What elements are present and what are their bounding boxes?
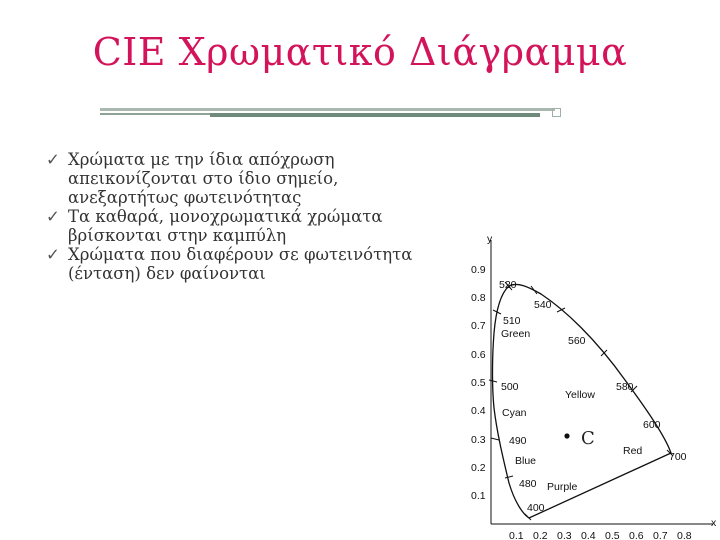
x-tick-label: 0.7 — [653, 530, 668, 540]
wavelength-label: 520 — [499, 279, 517, 291]
bullet-text-line: απεικονίζονται στο ίδιο σημείο, — [68, 169, 339, 188]
bullet-item — [46, 207, 466, 245]
y-tick-label: 0.4 — [471, 405, 486, 417]
region-label: Green — [501, 328, 531, 340]
wavelength-label: 540 — [534, 299, 552, 311]
bullet-text-line: Χρώματα με την ίδια απόχρωση — [68, 150, 335, 169]
wavelength-tick — [491, 438, 499, 440]
wavelength-label: 400 — [527, 502, 545, 514]
wavelength-label: 700 — [669, 451, 687, 463]
bullet-list — [46, 150, 466, 283]
bullet-item — [46, 150, 466, 207]
decorative-corner-square — [552, 108, 561, 117]
y-tick-label: 0.2 — [471, 462, 486, 474]
wavelength-label: 500 — [501, 381, 519, 393]
x-tick-label: 0.3 — [557, 530, 572, 540]
x-axis-label: x — [711, 517, 717, 529]
illuminant-point — [564, 433, 569, 438]
wavelength-label: 510 — [503, 315, 521, 327]
bullet-text-line: (ένταση) δεν φαίνονται — [68, 264, 266, 283]
y-tick-label: 0.1 — [471, 490, 486, 502]
x-tick-label: 0.1 — [509, 530, 524, 540]
wavelength-label: 600 — [643, 419, 661, 431]
check-icon: ✓ — [46, 150, 60, 169]
check-icon: ✓ — [46, 245, 60, 264]
x-tick-label: 0.8 — [677, 530, 692, 540]
y-tick-label: 0.6 — [471, 349, 486, 361]
bullet-text-line: Χρώματα που διαφέρουν σε φωτεινότητα — [68, 245, 413, 264]
wavelength-label: 490 — [509, 435, 527, 447]
x-tick-label: 0.4 — [581, 530, 596, 540]
region-label: Blue — [515, 455, 537, 467]
check-icon: ✓ — [46, 207, 60, 226]
bullet-text-line: ανεξαρτήτως φωτεινότητας — [68, 188, 302, 207]
illuminant-label: C — [581, 428, 595, 449]
title-underline-light — [100, 108, 555, 111]
region-label: Cyan — [502, 407, 527, 419]
region-label: Yellow — [565, 389, 595, 401]
y-tick-label: 0.7 — [471, 320, 486, 332]
title-underline-left — [100, 113, 210, 115]
x-tick-label: 0.5 — [605, 530, 620, 540]
x-tick-label: 0.2 — [533, 530, 548, 540]
bullet-item — [46, 245, 466, 283]
bullet-text-line: βρίσκονται στην καμπύλη — [68, 226, 287, 245]
title-underline-dark — [210, 113, 540, 117]
region-label: Purple — [547, 481, 578, 493]
y-axis-label: y — [487, 233, 493, 245]
wavelength-label: 480 — [519, 478, 537, 490]
wavelength-tick — [531, 286, 537, 294]
region-label: Red — [623, 445, 643, 457]
y-tick-label: 0.8 — [471, 292, 486, 304]
y-tick-label: 0.3 — [471, 434, 486, 446]
bullet-text-line: Τα καθαρά, μονοχρωματικά χρώματα — [68, 207, 383, 226]
wavelength-label: 560 — [568, 335, 586, 347]
y-tick-label: 0.5 — [471, 377, 486, 389]
cie-chromaticity-diagram — [465, 228, 720, 540]
wavelength-label: 580 — [616, 381, 634, 393]
x-tick-label: 0.6 — [629, 530, 644, 540]
slide-title: CIE Χρωματικό Διάγραμμα — [92, 30, 628, 74]
y-tick-label: 0.9 — [471, 264, 486, 276]
wavelength-tick — [505, 476, 513, 478]
